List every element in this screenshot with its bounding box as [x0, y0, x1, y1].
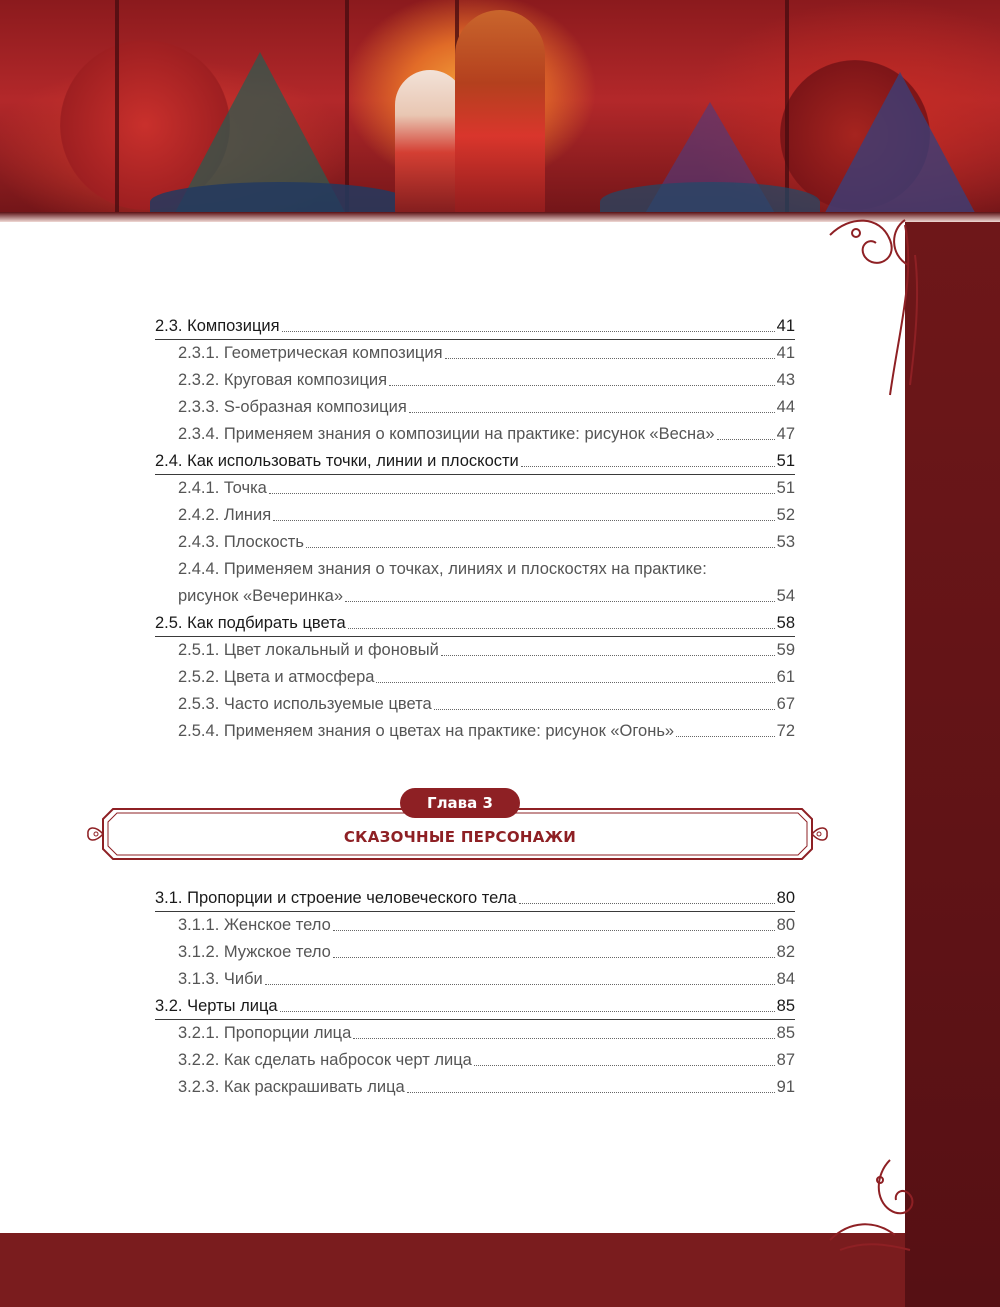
- toc-entry-2-5-4[interactable]: [178, 720, 795, 742]
- toc-leader-dots: [389, 385, 775, 386]
- toc-entry-2-5-3[interactable]: [178, 693, 795, 715]
- toc-leader-dots: [345, 601, 775, 602]
- toc-entry-title: 2.5.3. Часто используемые цвета: [178, 695, 432, 713]
- toc-entry-2-5-1[interactable]: [178, 639, 795, 661]
- toc-entry-title: 3.1.1. Женское тело: [178, 916, 331, 934]
- toc-entry-3-2-2[interactable]: [178, 1049, 795, 1071]
- toc-leader-dots: [265, 984, 775, 985]
- toc-page-number: 84: [776, 970, 795, 988]
- toc-entry-3-2-3[interactable]: [178, 1076, 795, 1098]
- toc-entry-title: 2.3.2. Круговая композиция: [178, 371, 388, 389]
- toc-entry-2-4-3[interactable]: [178, 531, 795, 553]
- toc-entry-title: 2.3.4. Применяем знания о композиции на практике: рисунок «Весна»: [178, 425, 715, 443]
- toc-leader-dots: [333, 957, 775, 958]
- toc-leader-dots: [445, 358, 775, 359]
- chapter-title: СКАЗОЧНЫЕ ПЕРСОНАЖИ: [343, 828, 577, 846]
- toc-page-number: 80: [776, 889, 795, 907]
- toc-entry-title: 3.1.2. Мужское тело: [178, 943, 331, 961]
- tiger-figure-shape: [455, 10, 545, 220]
- toc-entry-title: 3.2.3. Как раскрашивать лица: [178, 1078, 405, 1096]
- toc-entry-title[interactable]: 2.4.4. Применяем знания о точках, линиях и плоскостях на практике:: [178, 560, 707, 578]
- toc-leader-dots: [409, 412, 775, 413]
- toc-divider: [155, 636, 795, 637]
- toc-page-number: 61: [776, 668, 795, 686]
- toc-entry-title: 2.4.3. Плоскость: [178, 533, 304, 551]
- toc-leader-dots: [676, 736, 775, 737]
- toc-entry-title: 3.2. Черты лица: [155, 997, 278, 1015]
- toc-page-number: 67: [776, 695, 795, 713]
- toc-leader-dots: [282, 331, 775, 332]
- toc-entry-2-4-1[interactable]: [178, 477, 795, 499]
- toc-entry-2-4-4[interactable]: [178, 585, 795, 607]
- toc-page-number: 41: [776, 344, 795, 362]
- toc-divider: [155, 1019, 795, 1020]
- window-frame-line: [115, 0, 119, 222]
- toc-leader-dots: [376, 682, 774, 683]
- toc-leader-dots: [519, 903, 775, 904]
- toc-entry-2-5[interactable]: [155, 612, 795, 634]
- toc-page-number: 54: [776, 587, 795, 605]
- toc-entry-title: 2.5.4. Применяем знания о цветах на практике: рисунок «Огонь»: [178, 722, 675, 740]
- toc-entry-title: 2.5. Как подбирать цвета: [155, 614, 346, 632]
- toc-page-number: 44: [776, 398, 795, 416]
- toc-entry-continuation: рисунок «Вечеринка»: [178, 587, 344, 605]
- toc-page-number: 51: [776, 452, 795, 470]
- corner-flourish-icon: [820, 195, 930, 405]
- toc-entry-2-4[interactable]: [155, 450, 795, 472]
- toc-leader-dots: [348, 628, 775, 629]
- toc-leader-dots: [280, 1011, 775, 1012]
- toc-page-number: 43: [776, 371, 795, 389]
- toc-entry-2-3-4[interactable]: [178, 423, 795, 445]
- toc-leader-dots: [474, 1065, 775, 1066]
- toc-page-number: 85: [776, 1024, 795, 1042]
- toc-entry-title: 2.5.2. Цвета и атмосфера: [178, 668, 375, 686]
- toc-entry-title: 2.5.1. Цвет локальный и фоновый: [178, 641, 439, 659]
- toc-entry-title: 3.2.1. Пропорции лица: [178, 1024, 352, 1042]
- toc-entry-2-3-1[interactable]: [178, 342, 795, 364]
- toc-leader-dots: [521, 466, 775, 467]
- toc-page-number: 87: [776, 1051, 795, 1069]
- toc-page-number: 80: [776, 916, 795, 934]
- toc-page-number: 58: [776, 614, 795, 632]
- toc-entry-title: 2.4.2. Линия: [178, 506, 272, 524]
- toc-leader-dots: [333, 930, 775, 931]
- toc-leader-dots: [407, 1092, 775, 1093]
- toc-entry-title: 3.1.3. Чиби: [178, 970, 263, 988]
- toc-leader-dots: [434, 709, 775, 710]
- toc-leader-dots: [353, 1038, 774, 1039]
- toc-entry-3-1-2[interactable]: [178, 941, 795, 963]
- toc-entry-3-2[interactable]: [155, 995, 795, 1017]
- toc-entry-2-4-2[interactable]: [178, 504, 795, 526]
- bottom-border-band: [0, 1233, 905, 1307]
- toc-entry-2-3-2[interactable]: [178, 369, 795, 391]
- toc-page-number: 52: [776, 506, 795, 524]
- toc-divider: [155, 339, 795, 340]
- toc-leader-dots: [273, 520, 774, 521]
- toc-page-number: 82: [776, 943, 795, 961]
- toc-entry-2-3-3[interactable]: [178, 396, 795, 418]
- toc-entry-title: 2.3.1. Геометрическая композиция: [178, 344, 443, 362]
- toc-page-number: 47: [776, 425, 795, 443]
- toc-entry-title: 2.4. Как использовать точки, линии и плоскости: [155, 452, 519, 470]
- toc-entry-title: 2.3.3. S-образная композиция: [178, 398, 407, 416]
- toc-page-number: 59: [776, 641, 795, 659]
- toc-entry-3-2-1[interactable]: [178, 1022, 795, 1044]
- corner-flourish-icon: [820, 1150, 930, 1260]
- toc-page-number: 51: [776, 479, 795, 497]
- toc-entry-3-1-1[interactable]: [178, 914, 795, 936]
- toc-leader-dots: [306, 547, 775, 548]
- toc-leader-dots: [441, 655, 775, 656]
- header-illustration: [0, 0, 1000, 222]
- toc-page-number: 53: [776, 533, 795, 551]
- toc-leader-dots: [717, 439, 775, 440]
- toc-entry-3-1[interactable]: [155, 887, 795, 909]
- toc-divider: [155, 911, 795, 912]
- toc-page-number: 85: [776, 997, 795, 1015]
- toc-entry-title: 3.1. Пропорции и строение человеческого тела: [155, 889, 517, 907]
- toc-entry-title: 3.2.2. Как сделать набросок черт лица: [178, 1051, 472, 1069]
- toc-page-number: 91: [776, 1078, 795, 1096]
- toc-page-number: 72: [776, 722, 795, 740]
- toc-entry-2-3[interactable]: [155, 315, 795, 337]
- toc-entry-2-5-2[interactable]: [178, 666, 795, 688]
- toc-page-number: 41: [776, 317, 795, 335]
- toc-entry-3-1-3[interactable]: [178, 968, 795, 990]
- chapter-badge: Глава 3: [400, 788, 520, 818]
- toc-divider: [155, 474, 795, 475]
- toc-leader-dots: [269, 493, 775, 494]
- toc-entry-title: 2.3. Композиция: [155, 317, 280, 335]
- toc-entry-title: 2.4.1. Точка: [178, 479, 267, 497]
